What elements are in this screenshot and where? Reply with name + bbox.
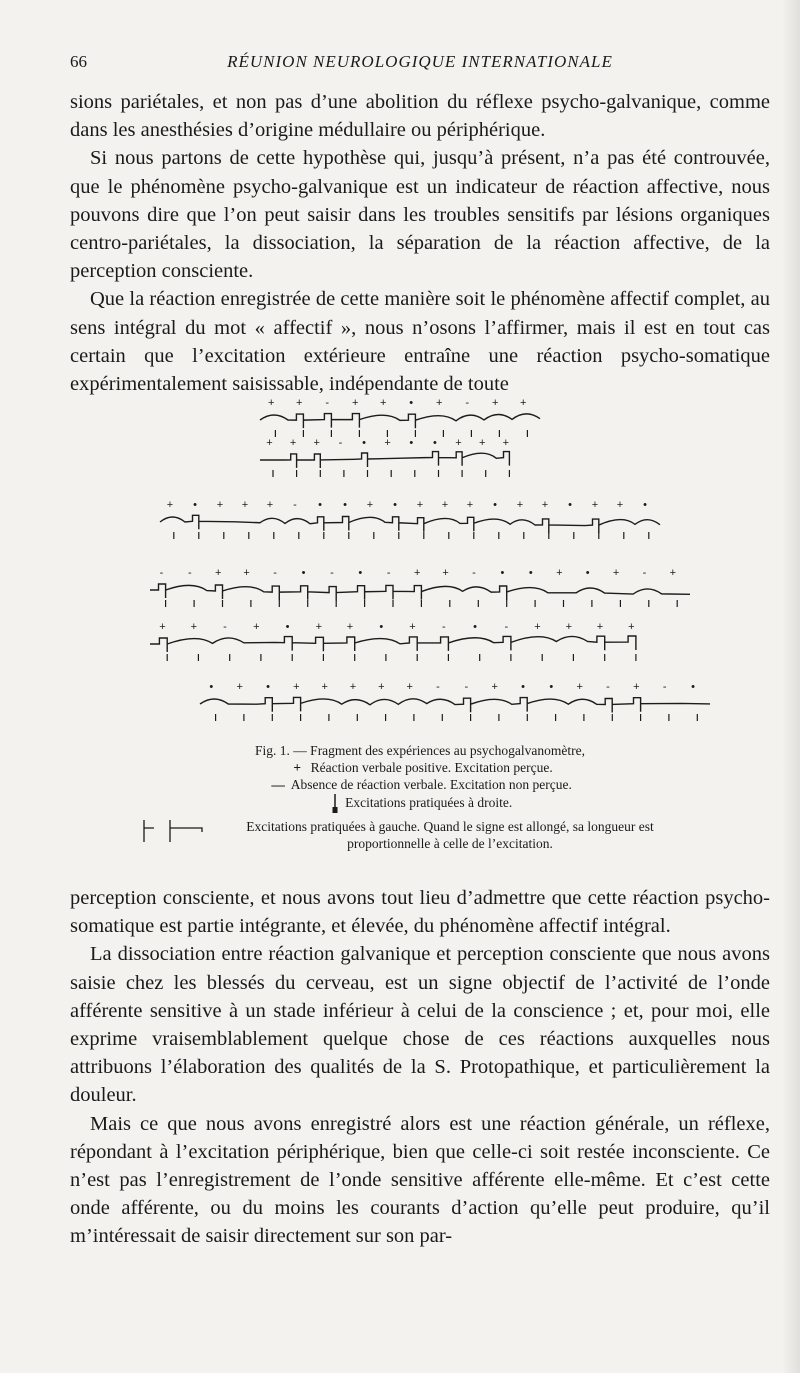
reaction-mark: + (466, 499, 474, 511)
trace-plot (140, 382, 710, 742)
trace-strip (150, 584, 690, 601)
reaction-mark: • (500, 567, 505, 579)
reaction-mark: + (379, 397, 387, 409)
caption-title (160, 742, 680, 759)
paragraph: sions pariétales, et non pas d’une abolition du réflexe psycho-galvanique, comme dans les anesthésies d’origine médullaire ou périphérique. (70, 91, 770, 142)
reaction-mark: - (436, 681, 440, 693)
reaction-mark: • (643, 499, 647, 511)
reaction-mark: • (379, 621, 384, 633)
reaction-mark: + (366, 499, 374, 511)
reaction-mark: + (633, 681, 640, 693)
reaction-mark: - (223, 621, 227, 633)
reaction-mark: + (435, 397, 443, 409)
plus-symbol: + (293, 760, 302, 775)
reaction-mark: + (416, 499, 424, 511)
reaction-mark: • (393, 499, 397, 511)
reaction-mark: + (565, 621, 573, 633)
reaction-mark: + (478, 437, 486, 449)
reaction-mark: + (166, 499, 174, 511)
reaction-mark: + (346, 621, 354, 633)
reaction-mark: - (464, 681, 469, 693)
reaction-mark: + (591, 499, 599, 511)
page-number: 66 (70, 52, 87, 71)
reaction-mark: + (596, 621, 604, 633)
trace-strip (160, 515, 660, 533)
reaction-mark: - (293, 499, 297, 511)
reaction-mark: + (243, 567, 250, 579)
caption-line: Absence de réaction verbale. Excitation non perçue. (290, 777, 572, 792)
trace-strip (150, 636, 636, 652)
reaction-mark: + (556, 567, 563, 579)
reaction-mark: - (338, 437, 343, 449)
legend-right (160, 793, 680, 815)
reaction-mark: + (541, 499, 549, 511)
reaction-mark: + (349, 681, 357, 693)
paragraph: La dissociation entre réaction galvanique et perception consciente que nous avons saisie chez les blessés du cerveau, est un signe objectif de l’activité de l’onde afférente sensitive à un stade inférieur à celui de la conscience ; et, pour moi, elle exprime vraisemblablement quelque chose de ces réactions auxquelles nous attribuons l’élaboration des qualités de la S. Protopathique, et particulièrement la douleur. (70, 943, 770, 1107)
figure-psychogalvanometer-traces (140, 382, 710, 742)
reaction-mark: + (266, 499, 274, 511)
reaction-mark: + (313, 437, 320, 449)
legend-negative (160, 776, 680, 793)
reaction-mark: + (413, 567, 421, 579)
reaction-mark: + (214, 567, 222, 579)
reaction-mark: - (606, 681, 610, 693)
reaction-mark: - (159, 567, 164, 579)
reaction-mark: + (616, 499, 624, 511)
reaction-mark: + (159, 621, 166, 633)
reaction-mark: + (534, 621, 541, 633)
reaction-mark: • (493, 499, 497, 511)
reaction-mark: • (549, 681, 554, 693)
reaction-mark: + (491, 397, 499, 409)
reaction-mark: - (472, 567, 476, 579)
reaction-mark: + (384, 437, 391, 449)
reaction-mark: + (442, 567, 449, 579)
reaction-mark: - (441, 621, 446, 633)
reaction-mark: • (358, 567, 363, 579)
reaction-mark: + (266, 437, 273, 449)
caption-line: Excitations pratiquées à gauche. Quand le signe est allongé, sa longueur est proportionnelle à celle de l’excitation. (246, 819, 654, 851)
reaction-mark: + (295, 397, 303, 409)
reaction-mark: • (521, 681, 525, 693)
figure-caption (160, 742, 680, 815)
reaction-mark: - (642, 567, 647, 579)
reaction-mark: • (528, 567, 533, 579)
reaction-mark: + (315, 621, 323, 633)
reaction-mark: + (267, 397, 275, 409)
reaction-mark: - (187, 567, 192, 579)
paragraph: Si nous partons de cette hypothèse qui, jusqu’à présent, n’a pas été controuvée, que le phénomène psycho-galvanique est un indicateur de réaction affective, nous pouvons dire que l’on peut saisir dans les troubles sensitifs par lésions organiques centro-pariétales, la dissociation, la séparation de la réaction affective, de la perception consciente. (70, 147, 770, 283)
trace-strip (200, 697, 710, 712)
page-edge-shadow (782, 0, 800, 1373)
reaction-mark: • (193, 499, 197, 511)
reaction-mark: + (289, 437, 297, 449)
reaction-mark: • (362, 437, 366, 449)
reaction-mark: • (409, 397, 414, 409)
caption-line: Fig. 1. — Fragment des expériences au psychogalvanomètre, (255, 743, 585, 758)
trace-strip (260, 452, 509, 468)
reaction-mark: + (351, 397, 359, 409)
reaction-mark: • (209, 681, 214, 693)
reaction-mark: + (576, 681, 583, 693)
body-text-top (70, 88, 770, 398)
reaction-mark: + (293, 681, 300, 693)
paragraph: perception consciente, et nous avons tout lieu d’admettre que cette réaction psycho-somatique est partie intégrante, et élevée, du phénomène affectif intégral. (70, 887, 770, 938)
reaction-mark: - (504, 621, 509, 633)
reaction-mark: • (285, 621, 290, 633)
reaction-mark: + (409, 621, 416, 633)
reaction-mark: + (491, 681, 498, 693)
reaction-mark: • (473, 621, 477, 633)
reaction-mark: • (266, 681, 270, 693)
reaction-mark: • (343, 499, 347, 511)
reaction-mark: • (691, 681, 695, 693)
reaction-mark: + (216, 499, 224, 511)
reaction-mark: + (378, 681, 385, 693)
reaction-mark: + (441, 499, 449, 511)
reaction-mark: + (236, 681, 243, 693)
reaction-mark: + (455, 437, 462, 449)
paragraph: Que la réaction enregistrée de cette manière soit le phénomène affectif complet, au sens intégral du mot « affectif », nous n’osons l’affirmer, mais il est en tout cas certain que l’excitation extérieure entraîne une réaction psycho-somatique expérimentalement saisissable, indépendante de toute (70, 288, 770, 396)
reaction-mark: • (568, 499, 572, 511)
reaction-mark: + (406, 681, 413, 693)
reaction-mark: + (190, 621, 198, 633)
paragraph: Mais ce que nous avons enregistré alors est une réaction générale, un réflexe, répondant à l’excitation périphérique, bien que celle-ci soit restée inconsciente. Ce n’est pas l’enregistrement de l’onde sensitive afférente elle-même. Et c’est cette onde afférente, ou du moins les courants d’action qu’elle peut produire, qu’il m’intéressait de saisir directement sur son par- (70, 1112, 770, 1248)
reaction-mark: + (253, 621, 260, 633)
reaction-mark: + (669, 567, 677, 579)
reaction-mark: - (273, 567, 277, 579)
reaction-mark: + (241, 499, 249, 511)
running-head: RÉUNION NEUROLOGIQUE INTERNATIONALE (227, 52, 613, 71)
reaction-mark: + (516, 499, 524, 511)
trace-strip (260, 414, 540, 429)
body-text-bottom (70, 884, 770, 1251)
reaction-mark: - (325, 397, 330, 409)
legend-positive (160, 759, 680, 776)
reaction-mark: • (432, 437, 437, 449)
left-excitation-mark-icon (140, 818, 210, 852)
reaction-mark: - (465, 397, 470, 409)
reaction-mark: + (502, 437, 510, 449)
caption-line: Excitations pratiquées à droite. (345, 795, 513, 811)
reaction-mark: + (519, 397, 527, 409)
reaction-mark: • (301, 567, 306, 579)
reaction-mark: - (386, 567, 391, 579)
dash-symbol: — (271, 777, 285, 792)
reaction-mark: - (330, 567, 334, 579)
reaction-mark: • (409, 437, 414, 449)
right-excitation-mark-icon (328, 793, 342, 815)
reaction-mark: - (662, 681, 667, 693)
reaction-mark: • (585, 567, 590, 579)
page-header (70, 52, 770, 80)
reaction-mark: + (321, 681, 328, 693)
reaction-mark: + (628, 621, 635, 633)
reaction-mark: • (318, 499, 322, 511)
caption-line: Réaction verbale positive. Excitation perçue. (310, 760, 553, 775)
reaction-mark: + (612, 567, 620, 579)
